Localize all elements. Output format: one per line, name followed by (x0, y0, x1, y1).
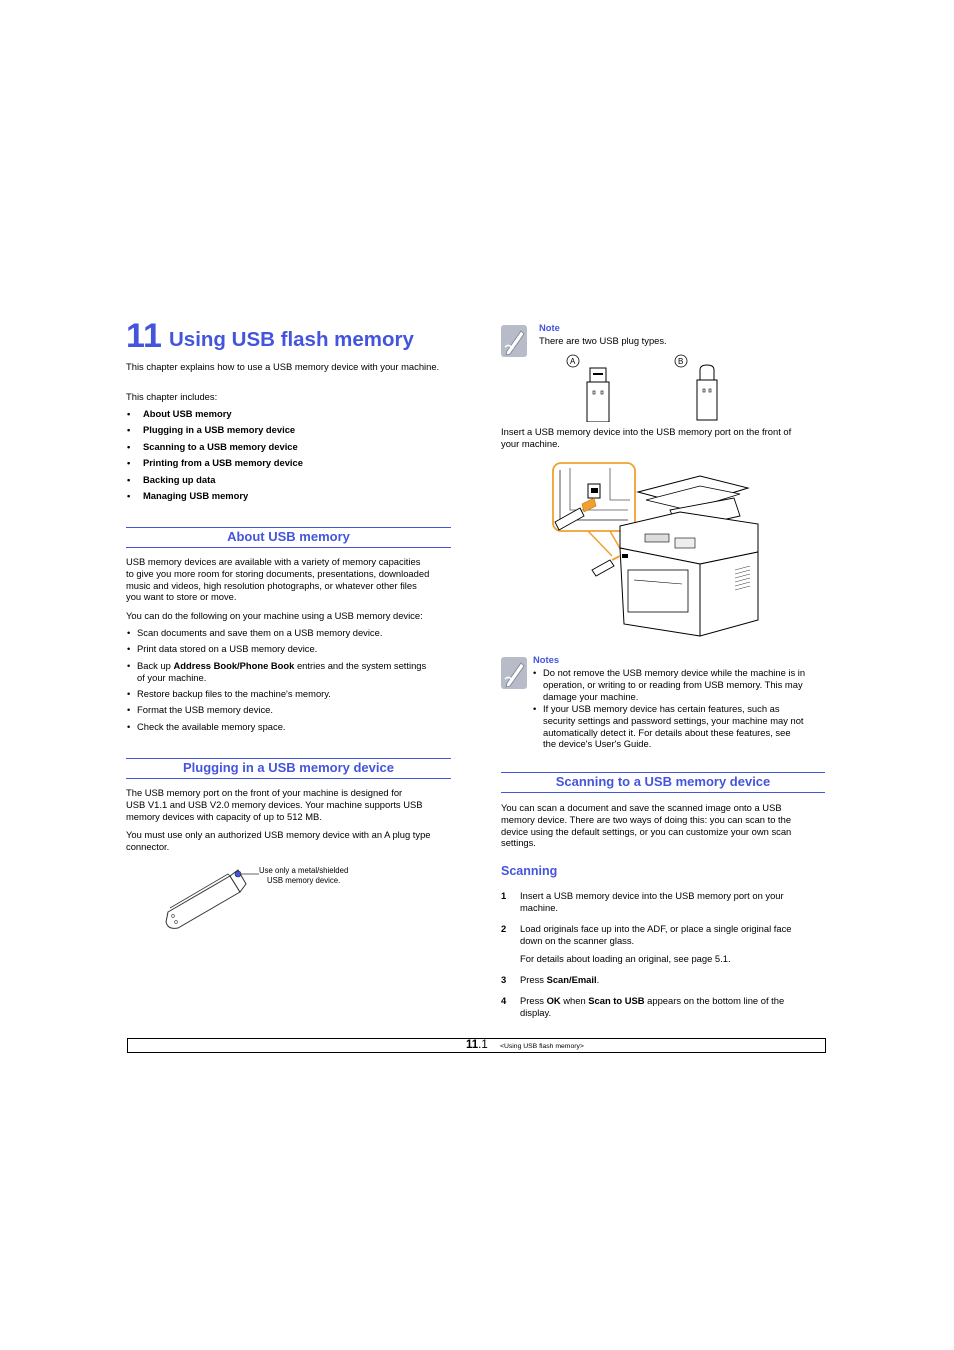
step-4-text: Press OK when Scan to USB appears on the bottom line of the display. (520, 995, 785, 1018)
usb-stick-illustration (160, 860, 260, 930)
section-heading-scanning: Scanning to a USB memory device (501, 772, 825, 793)
step-1-text: Insert a USB memory device into the USB memory port on your machine. (520, 890, 784, 913)
step-number: 3 (501, 974, 507, 985)
printer-usb-port-illustration (550, 460, 762, 640)
section-heading-about: About USB memory (126, 527, 451, 548)
notes-label: Notes (533, 654, 560, 665)
list-item-continuation: of your machine. (137, 672, 207, 683)
usb-plug-a-icon (583, 366, 613, 422)
usb-callout-text: Use only a metal/shielded USB memory device. (259, 866, 349, 885)
step-number: 2 (501, 923, 507, 934)
notes-bullet-2: • (533, 703, 537, 714)
about-paragraph: USB memory devices are available with a variety of memory capacities to give you more room for storing documents, presentations, downloaded music and videos, high resolution photographs, or whatever other files you want to store or move. (126, 556, 430, 603)
notes-bullet-1: • (533, 667, 537, 678)
scanning-paragraph: You can scan a document and save the scanned image onto a USB memory device. There are two ways of doing this: you can scan to the device using the default settings, or you can customize your own scan settings. (501, 802, 792, 849)
usb-plug-b-icon (692, 362, 722, 422)
plugging-paragraph: The USB memory port on the front of your machine is designed for USB V1.1 and USB V2.0 memory devices. Your machine supports USB memory devices with capacity of up to 512 MB. (126, 787, 423, 822)
step-2-extra: For details about loading an original, see page 5.1. (520, 953, 731, 964)
footer-label: <Using USB flash memory> (500, 1043, 584, 1050)
notes-item-1: Do not remove the USB memory device while the machine is in operation, or writing to or reading from USB memory. This may damage your machine. (543, 667, 806, 702)
notes-item-2: If your USB memory device has certain features, such as security settings and password settings, your machine may not automatically detect it. For details about these features, see the device's User's Guide. (543, 703, 804, 750)
about-paragraph-2: You can do the following on your machine using a USB memory device: (126, 610, 423, 621)
plug-a-label: A (570, 357, 576, 366)
note-icon (501, 325, 527, 357)
intro-text: This chapter explains how to use a USB memory device with your machine. (126, 361, 440, 372)
insert-instruction: Insert a USB memory device into the USB memory port on the front of your machine. (501, 426, 792, 449)
page-number: 11.1 (466, 1039, 488, 1051)
section-heading-plugging: Plugging in a USB memory device (126, 758, 451, 779)
note-text: There are two USB plug types. (539, 335, 667, 346)
notes-icon (501, 657, 527, 689)
plugging-paragraph-2: You must use only an authorized USB memory device with an A plug type connector. (126, 829, 431, 852)
includes-label: This chapter includes: (126, 391, 218, 402)
step-2-text: Load originals face up into the ADF, or place a single original face down on the scanner glass. (520, 923, 792, 946)
step-number: 4 (501, 995, 507, 1006)
step-3-text: Press Scan/Email. (520, 974, 600, 985)
subheading-scanning: Scanning (501, 864, 558, 878)
chapter-number: 11 (126, 317, 162, 355)
plug-b-label: B (678, 357, 684, 366)
step-number: 1 (501, 890, 507, 901)
note-label: Note (539, 322, 560, 333)
chapter-title: Using USB flash memory (169, 328, 414, 351)
